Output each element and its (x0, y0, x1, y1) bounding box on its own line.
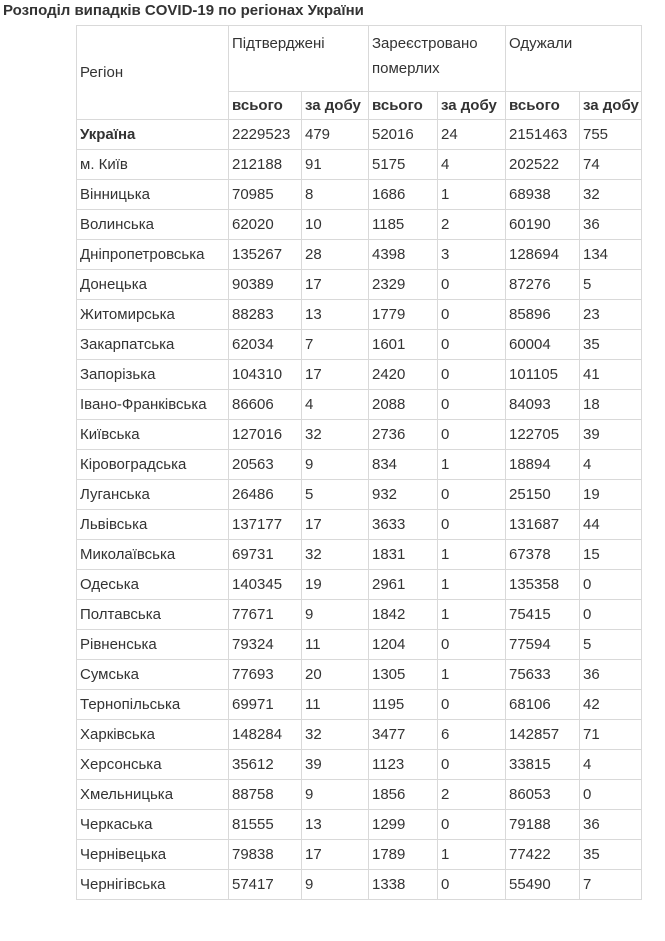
confirmed-daily-cell: 9 (302, 600, 369, 630)
group-header-deaths: Зареєстровано померлих (369, 26, 506, 92)
confirmed-total-cell: 20563 (229, 450, 302, 480)
header-row-groups (77, 26, 642, 92)
deaths-total-cell: 932 (369, 480, 438, 510)
deaths-daily-cell: 2 (438, 780, 506, 810)
deaths-daily-cell: 0 (438, 300, 506, 330)
confirmed-daily-cell: 8 (302, 180, 369, 210)
region-name-cell: Закарпатська (77, 330, 229, 360)
confirmed-total-cell: 62020 (229, 210, 302, 240)
recovered-total-cell: 75415 (506, 600, 580, 630)
recovered-daily-cell: 0 (580, 570, 642, 600)
confirmed-total-cell: 81555 (229, 810, 302, 840)
region-name-cell: Полтавська (77, 600, 229, 630)
table-row (77, 870, 642, 900)
region-name-cell: Черкаська (77, 810, 229, 840)
table-row (77, 510, 642, 540)
table-row (77, 750, 642, 780)
subheader-deaths-daily: за добу (438, 92, 506, 120)
recovered-daily-cell: 23 (580, 300, 642, 330)
confirmed-total-cell: 26486 (229, 480, 302, 510)
recovered-total-cell: 79188 (506, 810, 580, 840)
confirmed-daily-cell: 13 (302, 300, 369, 330)
table-row (77, 270, 642, 300)
deaths-daily-cell: 0 (438, 510, 506, 540)
region-name-cell: Херсонська (77, 750, 229, 780)
recovered-total-cell: 87276 (506, 270, 580, 300)
page-title: Розподіл випадків COVID-19 по регіонах України (3, 2, 364, 19)
subheader-deaths-total: всього (369, 92, 438, 120)
table-body (77, 26, 642, 900)
deaths-total-cell: 834 (369, 450, 438, 480)
recovered-daily-cell: 35 (580, 840, 642, 870)
confirmed-daily-cell: 32 (302, 420, 369, 450)
recovered-daily-cell: 134 (580, 240, 642, 270)
table-row (77, 480, 642, 510)
recovered-total-cell: 18894 (506, 450, 580, 480)
deaths-total-cell: 52016 (369, 120, 438, 150)
region-name-cell: Вінницька (77, 180, 229, 210)
deaths-daily-cell: 0 (438, 810, 506, 840)
recovered-total-cell: 55490 (506, 870, 580, 900)
recovered-total-cell: 60190 (506, 210, 580, 240)
recovered-daily-cell: 35 (580, 330, 642, 360)
deaths-total-cell: 2088 (369, 390, 438, 420)
table-row (77, 570, 642, 600)
confirmed-total-cell: 62034 (229, 330, 302, 360)
region-name-cell: Луганська (77, 480, 229, 510)
recovered-daily-cell: 41 (580, 360, 642, 390)
deaths-daily-cell: 2 (438, 210, 506, 240)
confirmed-daily-cell: 9 (302, 450, 369, 480)
recovered-daily-cell: 36 (580, 660, 642, 690)
confirmed-total-cell: 79838 (229, 840, 302, 870)
deaths-daily-cell: 0 (438, 420, 506, 450)
table-row (77, 660, 642, 690)
region-name-cell: Тернопільська (77, 690, 229, 720)
region-name-cell: Донецька (77, 270, 229, 300)
confirmed-daily-cell: 91 (302, 150, 369, 180)
region-name-cell: Дніпропетровська (77, 240, 229, 270)
recovered-total-cell: 122705 (506, 420, 580, 450)
deaths-total-cell: 4398 (369, 240, 438, 270)
region-name-cell: Чернівецька (77, 840, 229, 870)
deaths-daily-cell: 0 (438, 690, 506, 720)
deaths-total-cell: 1195 (369, 690, 438, 720)
recovered-daily-cell: 4 (580, 450, 642, 480)
deaths-daily-cell: 1 (438, 180, 506, 210)
deaths-daily-cell: 1 (438, 570, 506, 600)
table-row (77, 840, 642, 870)
recovered-total-cell: 202522 (506, 150, 580, 180)
confirmed-daily-cell: 13 (302, 810, 369, 840)
confirmed-daily-cell: 11 (302, 690, 369, 720)
recovered-daily-cell: 32 (580, 180, 642, 210)
recovered-daily-cell: 74 (580, 150, 642, 180)
recovered-daily-cell: 19 (580, 480, 642, 510)
recovered-daily-cell: 0 (580, 780, 642, 810)
confirmed-total-cell: 69731 (229, 540, 302, 570)
recovered-daily-cell: 5 (580, 270, 642, 300)
region-name-cell: Україна (77, 120, 229, 150)
deaths-total-cell: 1779 (369, 300, 438, 330)
table-row (77, 810, 642, 840)
table-row (77, 690, 642, 720)
region-name-cell: Хмельницька (77, 780, 229, 810)
deaths-total-cell: 3633 (369, 510, 438, 540)
deaths-daily-cell: 24 (438, 120, 506, 150)
deaths-daily-cell: 1 (438, 840, 506, 870)
recovered-total-cell: 77594 (506, 630, 580, 660)
recovered-daily-cell: 0 (580, 600, 642, 630)
recovered-total-cell: 142857 (506, 720, 580, 750)
confirmed-total-cell: 77671 (229, 600, 302, 630)
region-name-cell: Кіровоградська (77, 450, 229, 480)
confirmed-daily-cell: 32 (302, 540, 369, 570)
confirmed-total-cell: 104310 (229, 360, 302, 390)
table-row (77, 150, 642, 180)
confirmed-daily-cell: 28 (302, 240, 369, 270)
region-name-cell: Київська (77, 420, 229, 450)
table-row (77, 450, 642, 480)
deaths-total-cell: 2329 (369, 270, 438, 300)
recovered-total-cell: 135358 (506, 570, 580, 600)
recovered-daily-cell: 5 (580, 630, 642, 660)
deaths-total-cell: 1305 (369, 660, 438, 690)
recovered-total-cell: 2151463 (506, 120, 580, 150)
region-name-cell: Харківська (77, 720, 229, 750)
confirmed-daily-cell: 9 (302, 870, 369, 900)
recovered-daily-cell: 7 (580, 870, 642, 900)
group-header-confirmed: Підтверджені (229, 26, 369, 92)
confirmed-daily-cell: 5 (302, 480, 369, 510)
deaths-total-cell: 2420 (369, 360, 438, 390)
deaths-daily-cell: 6 (438, 720, 506, 750)
confirmed-total-cell: 88283 (229, 300, 302, 330)
recovered-daily-cell: 36 (580, 810, 642, 840)
deaths-total-cell: 1123 (369, 750, 438, 780)
confirmed-total-cell: 35612 (229, 750, 302, 780)
confirmed-daily-cell: 17 (302, 270, 369, 300)
deaths-daily-cell: 0 (438, 390, 506, 420)
confirmed-total-cell: 70985 (229, 180, 302, 210)
subheader-confirmed-total: всього (229, 92, 302, 120)
recovered-daily-cell: 755 (580, 120, 642, 150)
confirmed-daily-cell: 19 (302, 570, 369, 600)
table-row (77, 180, 642, 210)
confirmed-daily-cell: 17 (302, 360, 369, 390)
deaths-daily-cell: 1 (438, 540, 506, 570)
covid-regions-table (76, 25, 642, 900)
deaths-total-cell: 2736 (369, 420, 438, 450)
confirmed-total-cell: 86606 (229, 390, 302, 420)
recovered-daily-cell: 39 (580, 420, 642, 450)
deaths-daily-cell: 4 (438, 150, 506, 180)
confirmed-total-cell: 137177 (229, 510, 302, 540)
recovered-total-cell: 86053 (506, 780, 580, 810)
deaths-total-cell: 1831 (369, 540, 438, 570)
deaths-total-cell: 1842 (369, 600, 438, 630)
confirmed-daily-cell: 17 (302, 840, 369, 870)
confirmed-daily-cell: 20 (302, 660, 369, 690)
confirmed-total-cell: 77693 (229, 660, 302, 690)
deaths-daily-cell: 0 (438, 270, 506, 300)
recovered-total-cell: 128694 (506, 240, 580, 270)
confirmed-daily-cell: 10 (302, 210, 369, 240)
deaths-daily-cell: 0 (438, 630, 506, 660)
confirmed-daily-cell: 7 (302, 330, 369, 360)
recovered-total-cell: 33815 (506, 750, 580, 780)
deaths-total-cell: 3477 (369, 720, 438, 750)
region-name-cell: Івано-Франківська (77, 390, 229, 420)
deaths-daily-cell: 0 (438, 870, 506, 900)
table-row (77, 540, 642, 570)
recovered-total-cell: 131687 (506, 510, 580, 540)
deaths-daily-cell: 3 (438, 240, 506, 270)
table-row (77, 300, 642, 330)
confirmed-total-cell: 148284 (229, 720, 302, 750)
recovered-total-cell: 101105 (506, 360, 580, 390)
deaths-daily-cell: 0 (438, 750, 506, 780)
confirmed-daily-cell: 4 (302, 390, 369, 420)
table-row (77, 600, 642, 630)
deaths-total-cell: 1789 (369, 840, 438, 870)
recovered-daily-cell: 18 (580, 390, 642, 420)
region-name-cell: м. Київ (77, 150, 229, 180)
region-name-cell: Запорізька (77, 360, 229, 390)
table-row (77, 360, 642, 390)
deaths-daily-cell: 1 (438, 450, 506, 480)
recovered-daily-cell: 36 (580, 210, 642, 240)
recovered-daily-cell: 44 (580, 510, 642, 540)
table-row (77, 390, 642, 420)
table-row (77, 420, 642, 450)
table-row (77, 720, 642, 750)
deaths-daily-cell: 1 (438, 660, 506, 690)
recovered-total-cell: 85896 (506, 300, 580, 330)
deaths-total-cell: 1856 (369, 780, 438, 810)
region-name-cell: Одеська (77, 570, 229, 600)
recovered-daily-cell: 15 (580, 540, 642, 570)
confirmed-daily-cell: 11 (302, 630, 369, 660)
recovered-total-cell: 25150 (506, 480, 580, 510)
confirmed-daily-cell: 39 (302, 750, 369, 780)
deaths-total-cell: 1204 (369, 630, 438, 660)
region-name-cell: Миколаївська (77, 540, 229, 570)
table-row (77, 330, 642, 360)
recovered-total-cell: 60004 (506, 330, 580, 360)
group-header-recovered: Одужали (506, 26, 642, 92)
deaths-total-cell: 2961 (369, 570, 438, 600)
confirmed-total-cell: 127016 (229, 420, 302, 450)
confirmed-total-cell: 212188 (229, 150, 302, 180)
region-name-cell: Чернігівська (77, 870, 229, 900)
table-row (77, 120, 642, 150)
recovered-total-cell: 75633 (506, 660, 580, 690)
recovered-total-cell: 77422 (506, 840, 580, 870)
deaths-total-cell: 1686 (369, 180, 438, 210)
subheader-confirmed-daily: за добу (302, 92, 369, 120)
table-row (77, 630, 642, 660)
deaths-total-cell: 1338 (369, 870, 438, 900)
recovered-total-cell: 68106 (506, 690, 580, 720)
region-name-cell: Волинська (77, 210, 229, 240)
confirmed-total-cell: 135267 (229, 240, 302, 270)
table-row (77, 240, 642, 270)
deaths-daily-cell: 0 (438, 480, 506, 510)
confirmed-total-cell: 88758 (229, 780, 302, 810)
region-name-cell: Рівненська (77, 630, 229, 660)
region-name-cell: Львівська (77, 510, 229, 540)
region-header: Регіон (77, 26, 229, 120)
confirmed-daily-cell: 9 (302, 780, 369, 810)
deaths-daily-cell: 0 (438, 330, 506, 360)
table-row (77, 210, 642, 240)
recovered-total-cell: 67378 (506, 540, 580, 570)
deaths-total-cell: 1601 (369, 330, 438, 360)
recovered-total-cell: 68938 (506, 180, 580, 210)
confirmed-daily-cell: 479 (302, 120, 369, 150)
confirmed-daily-cell: 17 (302, 510, 369, 540)
confirmed-total-cell: 90389 (229, 270, 302, 300)
table-row (77, 780, 642, 810)
deaths-daily-cell: 0 (438, 360, 506, 390)
confirmed-total-cell: 79324 (229, 630, 302, 660)
deaths-total-cell: 5175 (369, 150, 438, 180)
confirmed-total-cell: 2229523 (229, 120, 302, 150)
confirmed-total-cell: 140345 (229, 570, 302, 600)
deaths-total-cell: 1299 (369, 810, 438, 840)
region-name-cell: Сумська (77, 660, 229, 690)
deaths-total-cell: 1185 (369, 210, 438, 240)
confirmed-total-cell: 69971 (229, 690, 302, 720)
recovered-daily-cell: 4 (580, 750, 642, 780)
recovered-total-cell: 84093 (506, 390, 580, 420)
subheader-recovered-total: всього (506, 92, 580, 120)
subheader-recovered-daily: за добу (580, 92, 642, 120)
confirmed-total-cell: 57417 (229, 870, 302, 900)
recovered-daily-cell: 71 (580, 720, 642, 750)
region-name-cell: Житомирська (77, 300, 229, 330)
deaths-daily-cell: 1 (438, 600, 506, 630)
recovered-daily-cell: 42 (580, 690, 642, 720)
confirmed-daily-cell: 32 (302, 720, 369, 750)
